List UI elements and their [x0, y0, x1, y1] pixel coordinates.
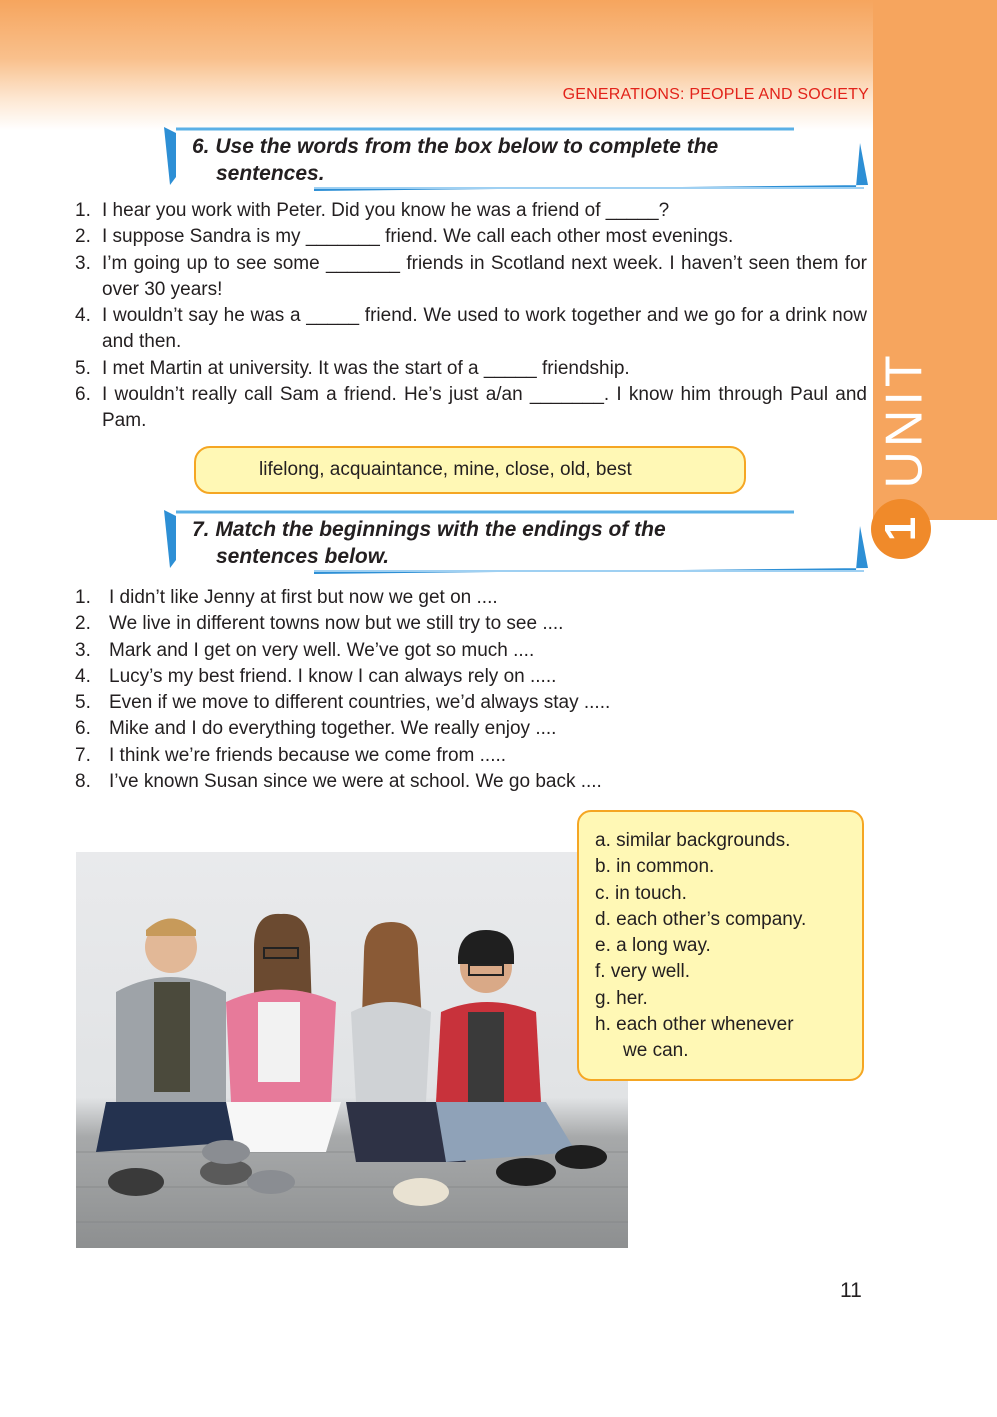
ending-h: h. each other whenever — [595, 1014, 794, 1036]
exercise-6-heading — [164, 127, 868, 195]
list-item: 3. I’m going up to see some _______ friends in Scotland next week. I haven’t seen them for over 30 years! — [75, 252, 867, 300]
list-item: 8. I’ve known Susan since we were at school. We go back .... — [75, 771, 602, 793]
unit-number-badge: 1 — [871, 499, 931, 559]
ending-e: e. a long way. — [595, 935, 711, 957]
exercise-6-sentences — [75, 198, 867, 435]
exercise-7-heading — [164, 510, 868, 578]
exercise-7-beginnings — [75, 585, 867, 795]
exercise-7-title: 7. Match the beginnings with the endings of the — [192, 518, 666, 541]
list-item: 4. I wouldn’t say he was a _____ friend. We used to work together and we go for a drink now and then. — [75, 305, 867, 353]
running-head: GENERATIONS: PEOPLE AND SOCIETY — [562, 86, 869, 103]
list-item: 1. I hear you work with Peter. Did you know he was a friend of _____? — [75, 200, 670, 221]
list-item: 4. Lucy’s my best friend. I know I can always rely on ..... — [75, 665, 557, 687]
list-item: 6. Mike and I do everything together. We really enjoy .... — [75, 718, 557, 740]
exercise-7-title-cont: sentences below. — [216, 545, 390, 568]
list-item: 7. I think we’re friends because we come from ..... — [75, 744, 507, 766]
page-number: 11 — [840, 1279, 862, 1302]
ending-g: g. her. — [595, 987, 648, 1009]
header-band — [0, 0, 873, 130]
ending-f: f. very well. — [595, 961, 691, 983]
ending-c: c. in touch. — [595, 882, 687, 904]
exercise-6-title-cont: sentences. — [216, 162, 325, 185]
ending-a: a. similar backgrounds. — [595, 830, 791, 851]
unit-label: UNIT — [876, 351, 935, 489]
list-item: 5. I met Martin at university. It was the start of a _____ friendship. — [75, 357, 630, 379]
endings-box — [577, 810, 864, 1081]
exercise-6-title: 6. Use the words from the box below to complete the — [192, 135, 719, 158]
word-box: lifelong, acquaintance, mine, close, old, best — [194, 446, 746, 494]
ending-h-continued: we can. — [623, 1040, 689, 1062]
list-item: 1. I didn’t like Jenny at first but now we get on .... — [75, 587, 498, 608]
ending-d: d. each other’s company. — [595, 908, 807, 930]
friends-photo — [76, 852, 628, 1248]
list-item: 5. Even if we move to different countries, we’d always stay ..... — [75, 692, 611, 714]
list-item: 2. We live in different towns now but we still try to see .... — [75, 613, 564, 635]
list-item: 2. I suppose Sandra is my _______ friend. We call each other most evenings. — [75, 226, 734, 248]
friends-illustration — [76, 852, 628, 1248]
ending-b: b. in common. — [595, 856, 715, 878]
list-item: 6. I wouldn’t really call Sam a friend. He’s just a/an _______. I know him through Paul and Pam. — [75, 384, 867, 432]
list-item: 3. Mark and I get on very well. We’ve got so much .... — [75, 639, 535, 661]
